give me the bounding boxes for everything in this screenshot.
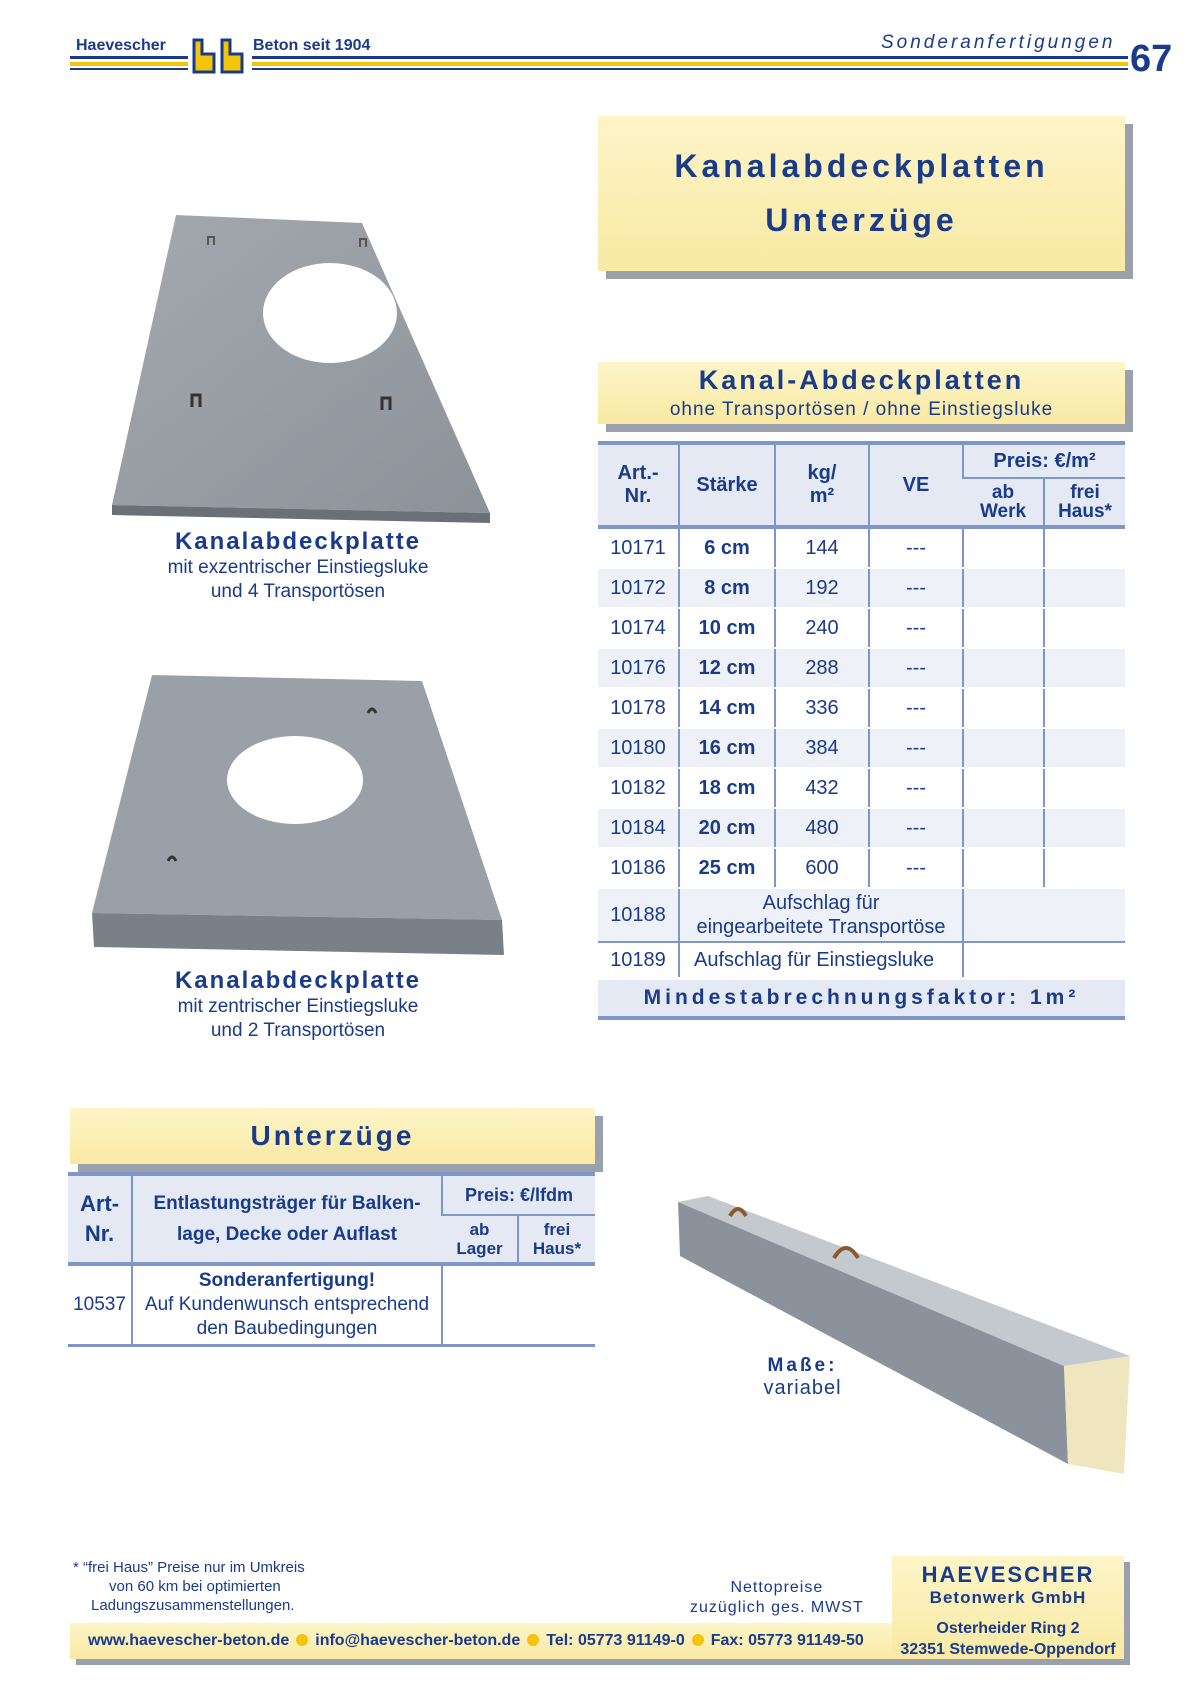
u-col-desc: Entlastungsträger für Balken- lage, Decke oder Auflast [132,1174,442,1264]
col-kg: kg/ m² [775,443,869,527]
page-subtitle: Unterzüge [765,202,958,238]
company-name: HAEVESCHER [921,1562,1095,1587]
col-frei-haus: frei Haus* [1044,478,1125,527]
cell-kg: 384 [775,728,869,768]
cell-ab-werk [963,848,1044,888]
cell-art-nr: 10182 [598,768,679,808]
unterzuege-title: Unterzüge [250,1120,415,1151]
cell-art-nr: 10180 [598,728,679,768]
footnote: * “frei Haus” Preise nur im Umkreis von 60 km bei optimierten Ladungszusammenstellungen. [73,1559,305,1614]
cell-art-nr: 10171 [598,527,679,568]
cell-staerke: 14 cm [679,688,775,728]
phone: Tel: 05773 91149-0 [546,1632,685,1649]
product-name-2: Kanalabdeckplatte [174,967,422,994]
table-row [598,568,1125,608]
cell-ab-werk [963,608,1044,648]
cell-kg: 432 [775,768,869,808]
cell-kg: 288 [775,648,869,688]
table-row-10189: 10189 Aufschlag für Einstiegsluke [598,942,1125,977]
product-caption-1 [118,528,478,604]
section-title: Sonderanfertigungen [881,32,1116,53]
bullet-icon [296,1634,308,1646]
col-ve: VE [869,443,963,527]
cell-kg: 192 [775,568,869,608]
table-row [598,688,1125,728]
cell-staerke: 18 cm [679,768,775,808]
cell-ve: --- [869,648,963,688]
cell-art-nr: 10186 [598,848,679,888]
cell-staerke: 16 cm [679,728,775,768]
mindestabrechnung: Mindestabrechnungsfaktor: 1m² [598,980,1125,1020]
cell-frei-haus [1044,608,1125,648]
col-staerke: Stärke [679,443,775,527]
cell-ab-werk [963,728,1044,768]
cell-frei-haus [1044,768,1125,808]
bullet-icon [692,1634,704,1646]
cell-staerke: 8 cm [679,568,775,608]
cell-ve: --- [869,568,963,608]
netto-note: Nettopreise zuzüglich ges. MWST [690,1579,864,1616]
masse-label: Maße: [767,1355,838,1376]
kanal-price-table [598,441,1125,977]
table-row [598,728,1125,768]
cell-staerke: 12 cm [679,648,775,688]
u-col-ab-lager: ab Lager [442,1215,518,1264]
product-image-unterzug [672,1196,1132,1476]
cell-ab-werk [963,768,1044,808]
cell-kg: 480 [775,808,869,848]
company-logo [190,36,250,76]
bullet-icon [527,1634,539,1646]
u-col-frei-haus: frei Haus* [518,1215,595,1264]
product-name-1: Kanalabdeckplatte [174,528,422,555]
cell-art-nr: 10184 [598,808,679,848]
kanal-title: Kanal-Abdeckplatten [698,365,1025,395]
product-desc-1a: mit exzentrischer Einstiegsluke [167,557,429,578]
cell-frei-haus [1044,728,1125,768]
cell-ve: --- [869,608,963,648]
cell-frei-haus [1044,808,1125,848]
company-street: Osterheider Ring 2 [936,1620,1080,1637]
cell-staerke: 10 cm [679,608,775,648]
cell-frei-haus [1044,527,1125,568]
cell-art-nr: 10174 [598,608,679,648]
product-desc-2a: mit zentrischer Einstiegsluke [177,996,419,1017]
col-ab-werk: ab Werk [963,478,1044,527]
cell-ve: --- [869,808,963,848]
company-city: 32351 Stemwede-Oppendorf [900,1641,1116,1658]
cell-kg: 336 [775,688,869,728]
table-row [598,848,1125,888]
cell-ve: --- [869,768,963,808]
table-row-10188: 10188 Aufschlag für eingearbeitete Transportöse [598,888,1125,942]
cell-art-nr: 10172 [598,568,679,608]
table-row [598,608,1125,648]
product-image-zentrisch [92,675,512,960]
u-col-preis: Preis: €/lfdm [442,1174,595,1215]
kanal-table-header [598,362,1125,424]
page-title: Kanalabdeckplatten [674,148,1049,184]
company-box [892,1556,1124,1659]
cell-ab-werk [963,688,1044,728]
cell-ve: --- [869,728,963,768]
u-col-art-nr: Art- Nr. [68,1174,132,1264]
product-image-exzentrisch [112,215,502,525]
cell-ab-werk [963,568,1044,608]
table-row-10537: 10537 Sonderanfertigung! Auf Kundenwunsch entsprechend den Baubedingungen [68,1264,595,1346]
masse-info [740,1355,865,1400]
table-row [598,527,1125,568]
cell-ab-werk [963,527,1044,568]
email-link[interactable]: info@haevescher-beton.de [315,1632,521,1649]
page-title-box [598,116,1125,271]
col-art-nr: Art.- Nr. [598,443,679,527]
unterzuege-table [68,1172,595,1347]
cell-kg: 144 [775,527,869,568]
fax: Fax: 05773 91149-50 [710,1632,864,1649]
cell-kg: 240 [775,608,869,648]
table-row [598,768,1125,808]
product-desc-2b: und 2 Transportösen [210,1020,386,1041]
cell-staerke: 6 cm [679,527,775,568]
cell-staerke: 25 cm [679,848,775,888]
cell-art-nr: 10178 [598,688,679,728]
cell-frei-haus [1044,848,1125,888]
brand-slogan: Beton seit 1904 [253,37,371,54]
cell-ab-werk [963,648,1044,688]
product-desc-1b: und 4 Transportösen [210,581,386,602]
table-row [598,808,1125,848]
table-row [598,648,1125,688]
cell-frei-haus [1044,648,1125,688]
cell-ve: --- [869,688,963,728]
cell-ve: --- [869,848,963,888]
page-number: 67 [1130,38,1173,80]
col-preis: Preis: €/m² [963,443,1125,478]
cell-frei-haus [1044,568,1125,608]
cell-staerke: 20 cm [679,808,775,848]
brand-left: Haevescher [76,37,166,54]
cell-frei-haus [1044,688,1125,728]
masse-value: variabel [763,1377,842,1399]
cell-kg: 600 [775,848,869,888]
cell-ve: --- [869,527,963,568]
cell-ab-werk [963,808,1044,848]
website-link[interactable]: www.haevescher-beton.de [88,1632,290,1649]
contact-bar [70,1623,892,1659]
kanal-subtitle: ohne Transportösen / ohne Einstiegsluke [669,399,1054,420]
unterzuege-header [70,1108,595,1164]
product-caption-2 [118,967,478,1043]
company-type: Betonwerk GmbH [929,1588,1087,1607]
cell-art-nr: 10176 [598,648,679,688]
